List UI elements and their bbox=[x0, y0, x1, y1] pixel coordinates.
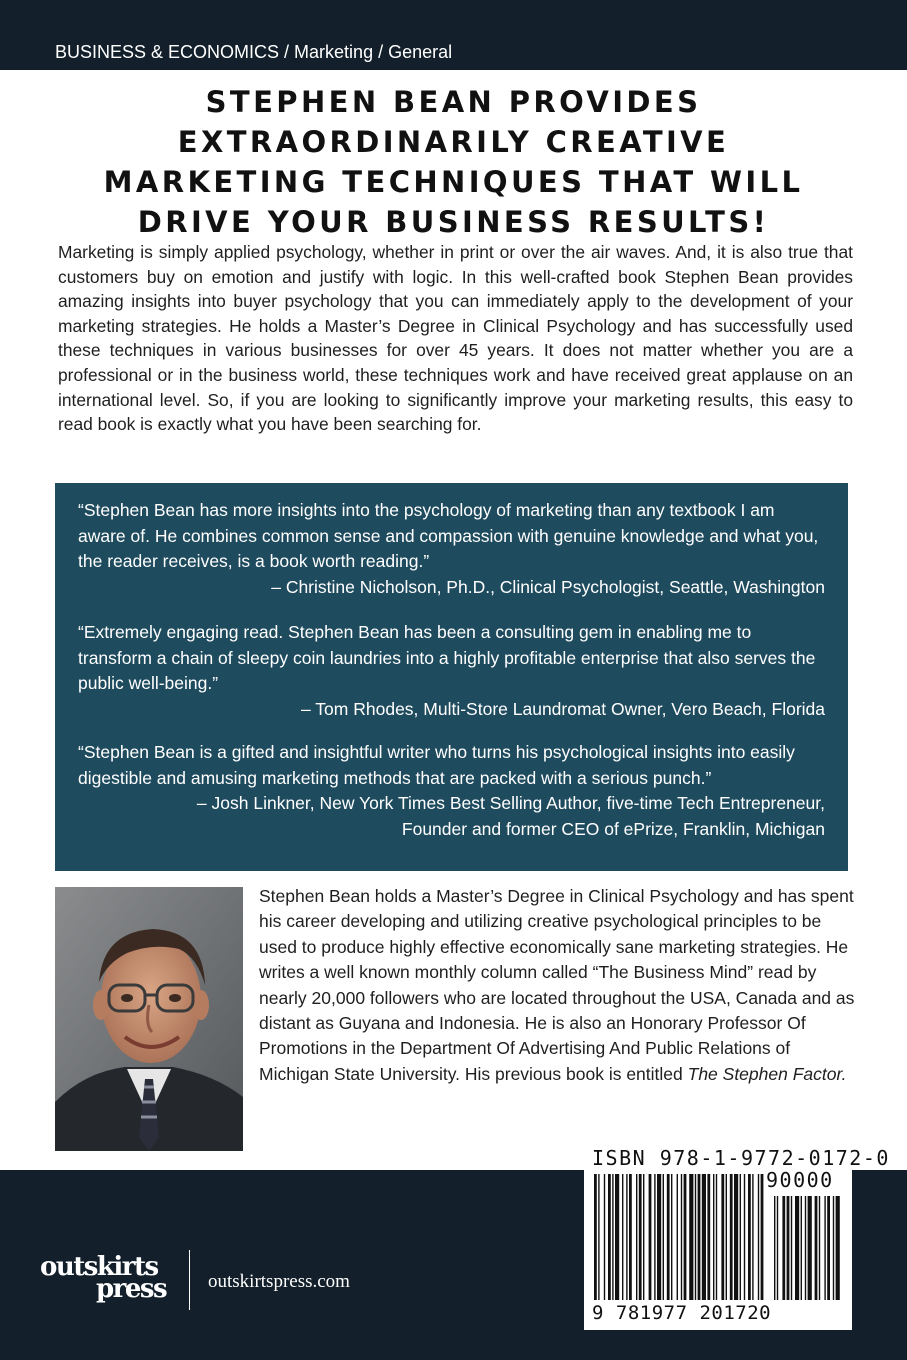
barcode-bar bbox=[604, 1174, 605, 1300]
barcode-bar bbox=[654, 1174, 655, 1300]
barcode-bar bbox=[734, 1174, 738, 1300]
publisher-logo-top: outskirts bbox=[40, 1252, 158, 1282]
barcode-bar bbox=[774, 1196, 775, 1300]
barcode-bar bbox=[663, 1174, 664, 1300]
barcode-bar bbox=[598, 1174, 599, 1300]
testimonial-attribution: – Christine Nicholson, Ph.D., Clinical Psychologist, Seattle, Washington bbox=[271, 576, 825, 597]
barcode-bar bbox=[643, 1174, 644, 1300]
barcode-bar bbox=[808, 1196, 812, 1300]
testimonial-text: “Extremely engaging read. Stephen Bean has been a consulting gem in enabling me to transform a chain of sleepy coin laundries into a highly profitable enterprise that also serves the public well-being.” bbox=[78, 622, 816, 693]
top-category-bar bbox=[0, 0, 907, 70]
barcode-bar bbox=[758, 1174, 759, 1300]
author-bio bbox=[259, 884, 859, 1087]
barcode-bar bbox=[819, 1196, 820, 1300]
barcode-bar bbox=[726, 1174, 727, 1300]
headline-line-4: DRIVE YOUR BUSINESS RESULTS! bbox=[137, 205, 770, 239]
headline-line-1: STEPHEN BEAN PROVIDES bbox=[205, 85, 702, 119]
logo-divider bbox=[189, 1250, 190, 1310]
price-code: 90000 bbox=[766, 1168, 834, 1192]
barcode-bars bbox=[594, 1174, 842, 1302]
barcode-bar bbox=[615, 1174, 619, 1300]
book-description: Marketing is simply applied psychology, whether in print or over the air waves. And, it is also true that customers buy on emotion and justify with logic. In this well-crafted book Stephen Bean provides amazing insights into buyer psychology that you can immediately apply to the development of your marketing strategies. He holds a Master’s Degree in Clinical Psychology and has successfully used these techniques in various businesses for over 45 years. It does not matter whether you are a professional or in the business world, these techniques work and have received great applause on an international level. So, if you are looking to significantly improve your marketing results, this easy to read book is exactly what you have been searching for. bbox=[58, 242, 853, 435]
barcode-bar bbox=[657, 1174, 661, 1300]
barcode-bar bbox=[716, 1174, 717, 1300]
barcode-bar bbox=[622, 1174, 623, 1300]
barcode-bar bbox=[677, 1174, 678, 1300]
barcode-bar bbox=[608, 1174, 611, 1300]
barcode-bar bbox=[639, 1174, 642, 1300]
barcode-box bbox=[584, 1142, 890, 1330]
barcode-bar bbox=[721, 1174, 724, 1300]
barcode-bar bbox=[748, 1174, 751, 1300]
testimonial-1 bbox=[78, 498, 825, 600]
barcode-bar bbox=[626, 1174, 627, 1300]
ean-digits: 9 781977 201720 bbox=[592, 1302, 772, 1324]
barcode-bar bbox=[689, 1174, 693, 1300]
publisher-website: outskirtspress.com bbox=[208, 1271, 350, 1292]
author-photo bbox=[55, 887, 243, 1151]
testimonial-3 bbox=[78, 740, 825, 842]
headline-line-2: EXTRAORDINARILY CREATIVE bbox=[177, 125, 730, 159]
category-label: BUSINESS & ECONOMICS / Marketing / General bbox=[55, 42, 453, 62]
barcode-bar bbox=[740, 1174, 741, 1300]
testimonial-attribution: – Tom Rhodes, Multi-Store Laundromat Owner, Vero Beach, Florida bbox=[301, 698, 825, 719]
author-bio-text: Stephen Bean holds a Master’s Degree in Clinical Psychology and has spent his career developing and utilizing creative psychological principles to be used to produce highly effective economically sane marketing strategies. He writes a well known monthly column called “The Business Mind” read by nearly 20,000 followers who are located throughout the USA, Canada and as distant as Guyana and Indonesia. He is also an Honorary Professor Of Promotions in the Department Of Advertising And Public Relations of Michigan State University. His previous book is entitled bbox=[259, 886, 855, 1084]
barcode-bar bbox=[824, 1196, 825, 1300]
barcode-bar bbox=[795, 1196, 799, 1300]
barcode-bar bbox=[827, 1196, 830, 1300]
barcode-bar bbox=[801, 1196, 802, 1300]
barcode-bar bbox=[833, 1196, 834, 1300]
barcode-bar bbox=[695, 1174, 696, 1300]
author-portrait-illustration bbox=[55, 887, 243, 1151]
barcode-bar bbox=[698, 1174, 701, 1300]
barcode-bar bbox=[761, 1174, 764, 1300]
testimonial-2 bbox=[78, 620, 825, 722]
testimonial-attribution-line-1: – Josh Linkner, New York Times Best Selling Author, five-time Tech Entrepreneur, bbox=[196, 793, 825, 813]
headline bbox=[0, 82, 907, 242]
publisher-logo-bottom: press bbox=[96, 1274, 167, 1304]
isbn-label: ISBN 978-1-9772-0172-0 bbox=[592, 1146, 890, 1170]
barcode-bar bbox=[752, 1174, 753, 1300]
barcode-bar bbox=[730, 1174, 733, 1300]
barcode-bar bbox=[702, 1174, 706, 1300]
barcode-bar bbox=[791, 1196, 792, 1300]
barcode-bar bbox=[629, 1174, 632, 1300]
barcode-bar bbox=[612, 1174, 613, 1300]
barcode-bar bbox=[681, 1174, 682, 1300]
testimonials-box bbox=[55, 483, 848, 871]
previous-book-title: The Stephen Factor. bbox=[687, 1063, 847, 1084]
barcode-bar bbox=[684, 1174, 687, 1300]
barcode-bar bbox=[787, 1196, 790, 1300]
barcode-bar bbox=[815, 1196, 818, 1300]
barcode-bar bbox=[667, 1174, 670, 1300]
testimonial-text: “Stephen Bean is a gifted and insightful writer who turns his psychological insights into easily digestible and amusing marketing methods that are packed with a serious punch.” bbox=[78, 742, 795, 788]
publisher-logo bbox=[40, 1252, 167, 1304]
barcode-bar bbox=[777, 1196, 778, 1300]
barcode-bar bbox=[636, 1174, 637, 1300]
barcode-bar bbox=[594, 1174, 597, 1300]
barcode-bar bbox=[707, 1174, 710, 1300]
headline-line-3: MARKETING TECHNIQUES THAT WILL bbox=[103, 165, 804, 199]
barcode-bar bbox=[744, 1174, 745, 1300]
testimonial-text: “Stephen Bean has more insights into the psychology of marketing than any textbook I am aware of. He combines common sense and compassion with genuine knowledge and what you, the reader receives, is a book worth reading.” bbox=[78, 500, 819, 571]
barcode-bar bbox=[805, 1196, 806, 1300]
barcode-bar bbox=[836, 1196, 840, 1300]
barcode-bar bbox=[782, 1196, 785, 1300]
barcode-bar bbox=[649, 1174, 652, 1300]
barcode-bar bbox=[713, 1174, 714, 1300]
testimonial-attribution-line-2: Founder and former CEO of ePrize, Franklin, Michigan bbox=[401, 818, 825, 839]
barcode-bar bbox=[671, 1174, 672, 1300]
